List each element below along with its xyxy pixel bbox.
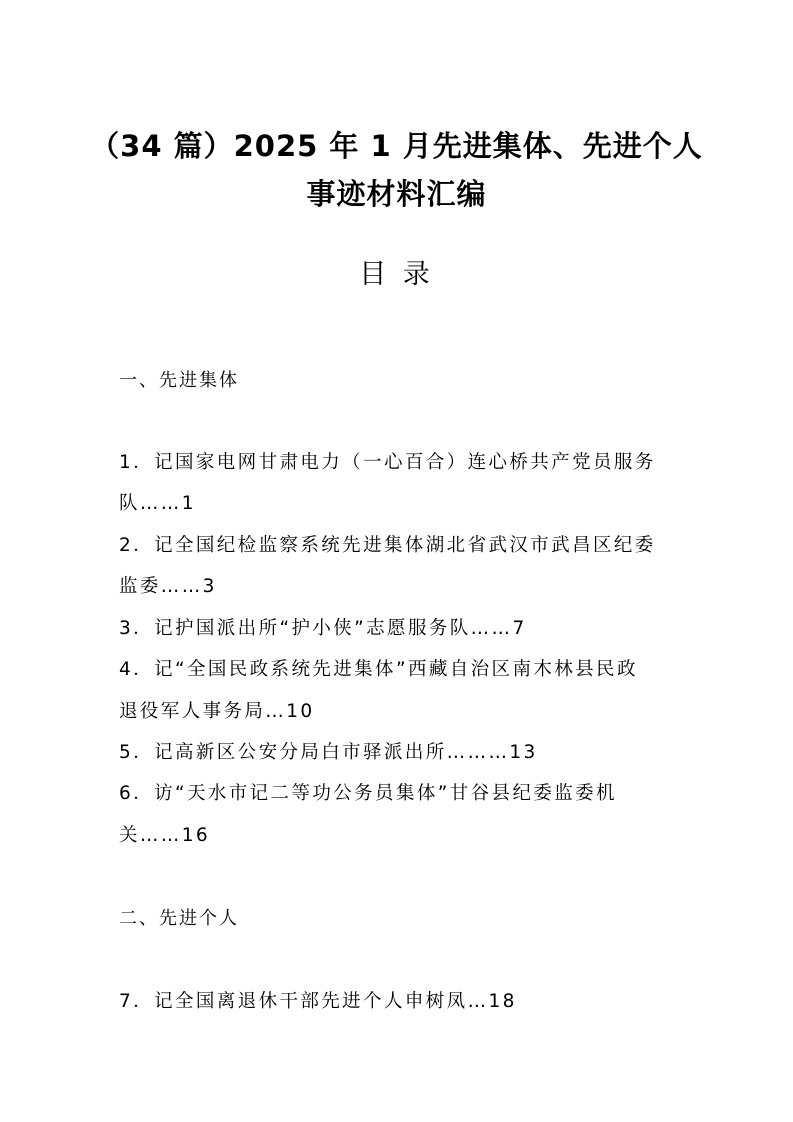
toc-entry-7-line-1: 7．记全国离退休干部先进个人申树凤…18 xyxy=(119,991,517,1012)
toc-entry-5-line-1: 5．记高新区公安分局白市驿派出所………13 xyxy=(119,742,538,763)
toc-entry-1-line-2: 队……1 xyxy=(119,493,196,514)
toc-entry-4-line-2: 退役军人事务局…10 xyxy=(119,701,315,722)
toc-heading: 目 录 xyxy=(359,259,434,290)
toc-entry-4-line-1: 4．记“全国民政系统先进集体”西藏自治区南木林县民政 xyxy=(119,659,638,680)
toc-entry-6-line-2: 关……16 xyxy=(119,825,211,846)
document-title-line-2: 事迹材料汇编 xyxy=(306,177,487,211)
toc-entry-1-line-1: 1．记国家电网甘肃电力（一心百合）连心桥共产党员服务 xyxy=(119,452,656,473)
section-heading-individual: 二、先进个人 xyxy=(119,908,239,929)
toc-entry-2-line-1: 2．记全国纪检监察系统先进集体湖北省武汉市武昌区纪委 xyxy=(119,535,656,556)
toc-entry-6-line-1: 6．访“天水市记二等功公务员集体”甘谷县纪委监委机 xyxy=(119,783,617,804)
toc-entry-3-line-1: 3．记护国派出所“护小侠”志愿服务队……7 xyxy=(119,618,527,639)
toc-entry-2-line-2: 监委……3 xyxy=(119,576,217,597)
section-heading-collective: 一、先进集体 xyxy=(119,370,239,391)
document-title-line-1: （34 篇）2025 年 1 月先进集体、先进个人 xyxy=(90,129,703,163)
